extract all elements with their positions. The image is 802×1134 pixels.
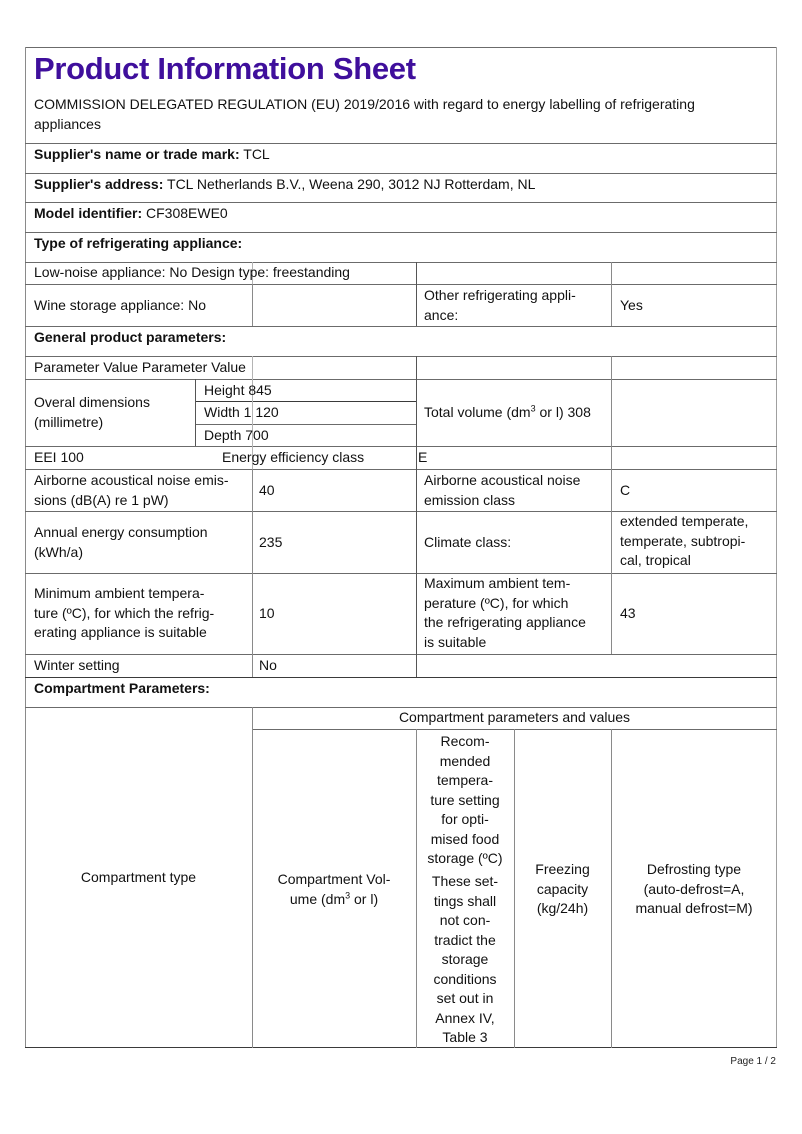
- model-identifier-value: CF308EWE0: [146, 205, 228, 221]
- page-title: Product Information Sheet: [34, 51, 416, 86]
- regulation-text: COMMISSION DELEGATED REGULATION (EU) 2019/2016 with regard to energy labelling of refrigerating appliances: [34, 96, 695, 132]
- col-recommended-note: These set- tings shall not con- tradict the storage conditions set out in Annex IV, Table 3: [431, 873, 499, 1045]
- table-border-left: [25, 47, 26, 1048]
- supplier-address-row: [34, 175, 535, 195]
- row-divider: [25, 469, 777, 470]
- min-temp-label: Minimum ambient tempera- ture (ºC), for which the refrig- erating appliance is suitable: [34, 585, 215, 640]
- noise-class-label: Airborne acoustical noise emission class: [424, 472, 581, 508]
- col-defrosting-type: Defrosting type (auto-defrost=A, manual defrost=M): [635, 861, 753, 916]
- model-identifier-label: Model identifier:: [34, 205, 143, 221]
- other-appliance-value: Yes: [620, 297, 643, 313]
- min-temp-value: 10: [259, 605, 275, 621]
- energy-class-label: Energy efficiency class: [222, 449, 365, 465]
- compartment-group-header: Compartment parameters and values: [398, 709, 631, 725]
- row-divider: [25, 202, 777, 203]
- low-noise-design-type: Low-noise appliance: No Design type: freestanding: [34, 264, 350, 280]
- compartment-params-heading: Compartment Parameters:: [34, 680, 210, 696]
- general-params-heading: General product parameters:: [34, 329, 227, 345]
- col-compartment-type: Compartment type: [80, 869, 197, 885]
- winter-setting-label: Winter setting: [34, 657, 120, 673]
- supplier-name-row: [34, 145, 270, 165]
- dimensions-label: Overal dimensions (millimetre): [34, 394, 150, 430]
- supplier-address-value: TCL Netherlands B.V., Weena 290, 3012 NJ Rotterdam, NL: [167, 176, 536, 192]
- row-divider: [25, 284, 777, 285]
- col-divider: [416, 356, 417, 677]
- climate-class-label: Climate class:: [424, 534, 512, 550]
- max-temp-value: 43: [620, 605, 636, 621]
- col-divider: [416, 262, 417, 326]
- annual-energy-label: Annual energy consumption (kWh/a): [34, 524, 208, 560]
- eei-value: EEI 100: [34, 449, 84, 465]
- winter-setting-value: No: [259, 657, 277, 673]
- col-divider: [252, 284, 253, 326]
- row-divider: [25, 677, 777, 678]
- dimension-depth: Depth 700: [204, 427, 269, 443]
- row-divider: [25, 143, 777, 144]
- row-divider: [25, 379, 777, 380]
- col-divider: [611, 356, 612, 654]
- col-divider: [195, 379, 196, 446]
- noise-class-value: C: [620, 482, 631, 498]
- col-compartment-volume: Compartment Vol- ume ($dm^3$ or l): [277, 871, 391, 907]
- model-identifier-row: [34, 204, 228, 224]
- row-divider: [25, 232, 777, 233]
- energy-class-value: E: [418, 449, 428, 465]
- row-divider: [25, 356, 777, 357]
- noise-value: 40: [259, 482, 275, 498]
- supplier-name-label: Supplier's name or trade mark:: [34, 146, 240, 162]
- dimension-width: Width 1 120: [204, 404, 279, 420]
- col-divider: [252, 469, 253, 677]
- max-temp-label: Maximum ambient tem- perature (ºC), for which the refrigerating appliance is suitable: [424, 575, 586, 650]
- col-recommended-temp: Recom- mended tempera- ture setting for opti- mised food storage (ºC): [427, 733, 503, 866]
- noise-label: Airborne acoustical noise emis- sions (dB(A) re 1 pW): [34, 472, 229, 508]
- supplier-address-label: Supplier's address:: [34, 176, 164, 192]
- row-divider: [195, 424, 416, 425]
- row-divider: [195, 401, 416, 402]
- col-divider: [611, 262, 612, 326]
- row-divider: [25, 654, 777, 655]
- climate-class-value: extended temperate, temperate, subtropi- cal, tropical: [620, 513, 749, 568]
- row-divider: [25, 173, 777, 174]
- row-divider: [25, 446, 777, 447]
- total-volume: Total volume ($dm^3$ or l) 308: [424, 403, 591, 420]
- row-divider: [25, 573, 777, 574]
- row-divider: [25, 326, 777, 327]
- params-header-row: Parameter Value Parameter Value: [34, 359, 246, 375]
- page-number: Page 1 / 2: [730, 1056, 776, 1067]
- appliance-type-heading: Type of refrigerating appliance:: [34, 235, 243, 251]
- annual-energy-value: 235: [259, 534, 283, 550]
- wine-storage-appliance: Wine storage appliance: No: [34, 297, 206, 313]
- table-border-top: [25, 47, 777, 48]
- supplier-name-value: TCL: [243, 146, 270, 162]
- dimension-height: Height 845: [204, 382, 272, 398]
- col-freezing-capacity: Freezing capacity (kg/24h): [535, 861, 590, 916]
- other-appliance-label: Other refrigerating appli- ance:: [424, 287, 576, 323]
- table-border-bottom: [25, 1047, 777, 1048]
